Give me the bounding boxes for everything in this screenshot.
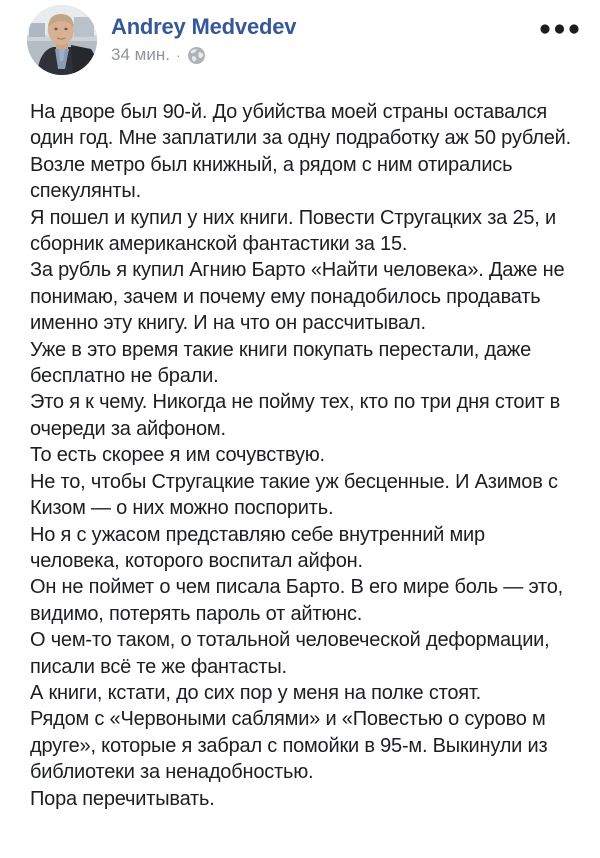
author-name[interactable]: Andrey Medvedev [111,14,297,39]
globe-privacy-icon [187,46,206,65]
ellipsis-icon [540,24,579,34]
post-body [0,99,600,812]
post-paragraph: На дворе был 90-й. До убийства моей страны оставался один год. Мне заплатили за одну подработку аж 50 рублей. [30,101,571,150]
post-paragraph: Рядом с «Червоными саблями» и «Повестью о сурово м друге», которые я забрал с помойки в 95-м. Выкинули из библиотеки за ненадобностью. [30,708,553,784]
post-options-button[interactable] [534,18,585,40]
post-paragraph: А книги, кстати, до сих пор у меня на полке стоят. [30,681,482,704]
post-timestamp[interactable]: 34 мин. [111,45,170,64]
post-paragraph: Я пошел и купил у них книги. Повести Стругацких за 25, и сборник американской фантастики за 15. [30,206,562,256]
post-header-text [111,14,296,65]
avatar[interactable] [27,5,97,75]
post-paragraph: Возле метро был книжный, а рядом с ним отирались спекулянты. [30,153,518,203]
post-paragraph: Уже в это время такие книги покупать перестали, даже бесплатно не брали. [30,338,537,388]
post-paragraph: Пора перечитывать. [30,787,215,810]
post-paragraph: Не то, чтобы Стругацкие такие уж бесценные. И Азимов с Кизом — о них можно поспорить. [30,470,564,520]
avatar-photo [27,5,97,75]
post-meta [111,45,296,65]
post-paragraph: За рубль я купил Агнию Барто «Найти человека». Даже не понимаю, зачем и почему ему понадобилось продавать именно эту книгу. И на что он рассчитывал. [30,259,570,335]
post-paragraph: Он не поймет о чем писала Барто. В его мире боль — это, видимо, потерять пароль от айтюнс. [30,576,569,625]
post-header [0,0,600,99]
post-paragraph: О чем-то таком, о тотальной человеческой деформации, писали всё те же фантасты. [30,629,555,678]
post-paragraph: Но я с ужасом представляю себе внутренний мир человека, которого воспитал айфон. [30,523,491,572]
post-paragraph: То есть скорее я им сочувствую. [30,444,325,467]
post-paragraph: Это я к чему. Никогда не пойму тех, кто по три дня стоит в очереди за айфоном. [30,391,566,440]
meta-separator: · [175,46,181,63]
